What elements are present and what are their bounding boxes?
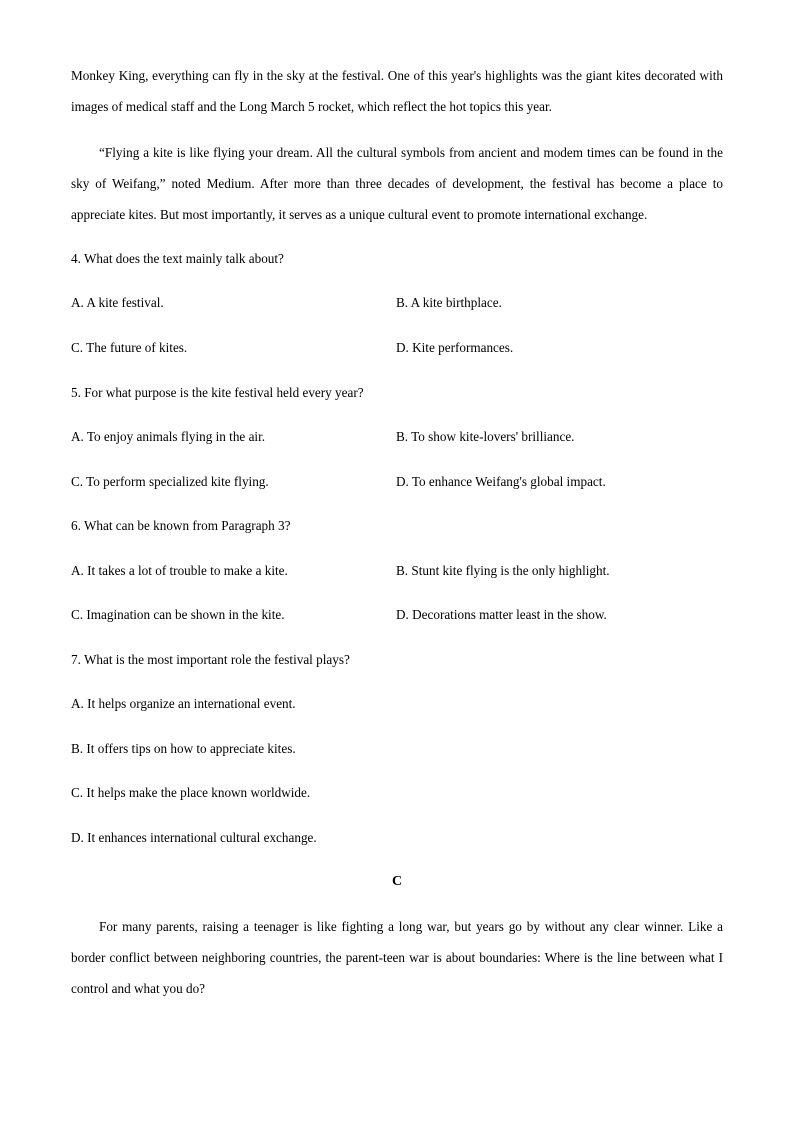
question-5-option-d[interactable]: D. To enhance Weifang's global impact. (396, 474, 606, 489)
question-4-option-d[interactable]: D. Kite performances. (396, 340, 514, 355)
question-6-option-c[interactable]: C. Imagination can be shown in the kite. (71, 607, 285, 622)
question-6-stem: 6. What can be known from Paragraph 3? (71, 518, 291, 533)
question-5-option-a[interactable]: A. To enjoy animals flying in the air. (71, 429, 266, 444)
question-7-stem: 7. What is the most important role the festival plays? (71, 652, 350, 667)
question-7-option-b[interactable]: B. It offers tips on how to appreciate kites. (71, 741, 296, 756)
question-6-option-a[interactable]: A. It takes a lot of trouble to make a kite. (71, 563, 288, 578)
section-c-heading: C (391, 874, 403, 889)
question-4-option-a[interactable]: A. A kite festival. (71, 295, 164, 310)
question-4-option-b[interactable]: B. A kite birthplace. (396, 295, 502, 310)
question-7-option-d[interactable]: D. It enhances international cultural exchange. (71, 830, 317, 845)
question-4-options-row-1 (71, 293, 723, 313)
question-5-options-row-2 (71, 472, 723, 492)
question-6-options-row-1 (71, 561, 723, 581)
question-4-stem: 4. What does the text mainly talk about? (71, 251, 284, 266)
question-7-option-a[interactable]: A. It helps organize an international event. (71, 696, 296, 711)
question-6-options-row-2 (71, 605, 723, 625)
question-6-option-b[interactable]: B. Stunt kite flying is the only highlight. (396, 563, 610, 578)
question-5-stem: 5. For what purpose is the kite festival held every year? (71, 385, 364, 400)
question-7-option-c[interactable]: C. It helps make the place known worldwide. (71, 785, 311, 800)
question-5-options-row-1 (71, 427, 723, 447)
passage-b-paragraph-last: “Flying a kite is like flying your dream. All the cultural symbols from ancient and modem times can be found in the sky of Weifang,” noted Medium. After more than three decades of development, the festival has become a place to appreciate kites. But most importantly, it serves as a unique cultural event to promote international exchange. (71, 145, 723, 222)
question-6-option-d[interactable]: D. Decorations matter least in the show. (396, 607, 607, 622)
passage-b-paragraph-continued: Monkey King, everything can fly in the sky at the festival. One of this year's highlights was the giant kites decorated with images of medical staff and the Long March 5 rocket, which reflect the hot topics this year. (71, 68, 723, 114)
passage-c-paragraph-1: For many parents, raising a teenager is like fighting a long war, but years go by without any clear winner. Like a border conflict between neighboring countries, the parent-teen war is about boundaries: Where is the line between what I control and what you do? (71, 919, 723, 996)
question-4-option-c[interactable]: C. The future of kites. (71, 340, 188, 355)
question-5-option-b[interactable]: B. To show kite-lovers' brilliance. (396, 429, 575, 444)
question-4-options-row-2 (71, 338, 723, 358)
question-5-option-c[interactable]: C. To perform specialized kite flying. (71, 474, 269, 489)
